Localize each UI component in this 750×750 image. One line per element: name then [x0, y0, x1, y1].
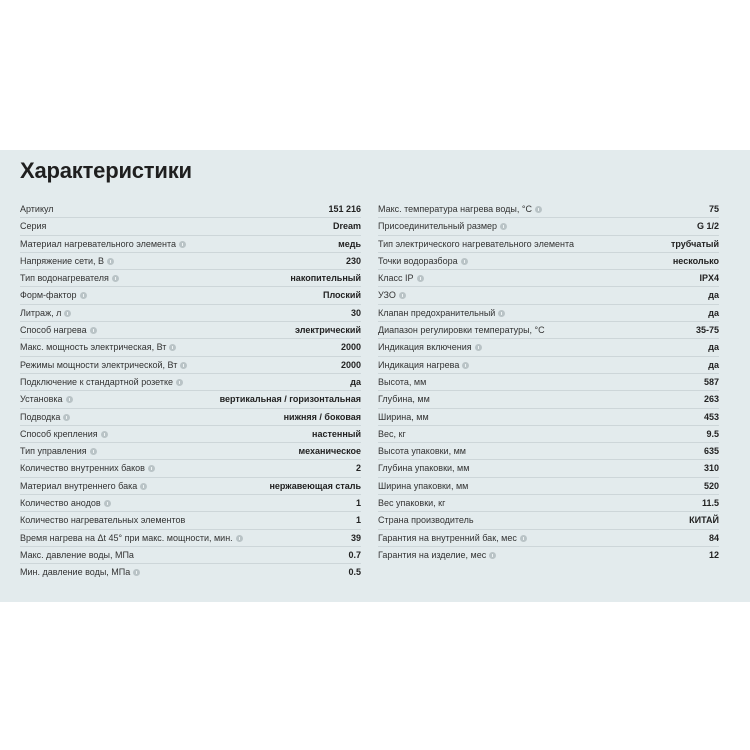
spec-label	[20, 391, 73, 408]
spec-value: КИТАЙ	[689, 515, 719, 526]
spec-label-text: Напряжение сети, В	[20, 255, 105, 266]
spec-label	[20, 374, 183, 391]
spec-label	[20, 305, 71, 322]
spec-label-text: Диапазон регулировки температуры, °С	[378, 325, 545, 336]
spec-label	[378, 287, 406, 304]
spec-value: 1	[355, 498, 361, 509]
spec-row	[20, 460, 361, 477]
spec-row	[378, 530, 719, 547]
spec-label-text: Способ нагрева	[20, 325, 87, 336]
spec-value: 9.5	[706, 428, 719, 439]
spec-row	[378, 270, 719, 287]
spec-row	[20, 495, 361, 512]
spec-value: да	[708, 290, 719, 301]
spec-label	[20, 409, 70, 426]
spec-label	[20, 564, 140, 581]
spec-value: 75	[708, 204, 719, 214]
spec-row	[20, 547, 361, 564]
spec-row	[20, 409, 361, 426]
spec-row	[378, 287, 719, 304]
info-icon[interactable]	[90, 448, 97, 455]
spec-value: 635	[703, 446, 719, 457]
info-icon[interactable]	[462, 362, 469, 369]
spec-label-text: Способ крепления	[20, 428, 98, 439]
spec-row	[378, 478, 719, 495]
spec-label	[378, 374, 426, 391]
spec-value: 35-75	[695, 325, 719, 336]
spec-label	[20, 201, 54, 218]
spec-value: 520	[703, 480, 719, 491]
info-icon[interactable]	[180, 362, 187, 369]
spec-label	[20, 218, 46, 235]
info-icon[interactable]	[520, 535, 527, 542]
spec-value: нижняя / боковая	[283, 411, 361, 422]
info-icon[interactable]	[169, 344, 176, 351]
spec-value: 310	[703, 463, 719, 474]
spec-row	[378, 443, 719, 460]
info-icon[interactable]	[417, 275, 424, 282]
spec-row	[378, 339, 719, 356]
spec-label-text: Литраж, л	[20, 307, 62, 318]
spec-value: 151 216	[328, 204, 361, 214]
spec-row	[378, 495, 719, 512]
spec-value: 0.7	[348, 549, 361, 560]
spec-value: трубчатый	[671, 238, 719, 249]
spec-value: да	[708, 359, 719, 370]
info-icon[interactable]	[90, 327, 97, 334]
spec-value: 2000	[340, 359, 361, 370]
spec-row	[20, 391, 361, 408]
spec-value: 2	[355, 463, 361, 474]
spec-row	[20, 270, 361, 287]
info-icon[interactable]	[112, 275, 119, 282]
spec-row	[20, 530, 361, 547]
spec-label	[20, 478, 147, 495]
spec-row	[20, 478, 361, 495]
spec-label	[378, 270, 424, 287]
spec-row	[378, 426, 719, 443]
info-icon[interactable]	[80, 292, 87, 299]
spec-label	[378, 391, 430, 408]
spec-value: 230	[345, 255, 361, 266]
spec-label-text: Вес, кг	[378, 428, 406, 439]
spec-row	[20, 374, 361, 391]
spec-value: 39	[350, 532, 361, 543]
spec-label-text: Гарантия на изделие, мес	[378, 549, 487, 560]
spec-value: 263	[703, 394, 719, 405]
spec-label-text: Режимы мощности электрической, Вт	[20, 359, 178, 370]
info-icon[interactable]	[475, 344, 482, 351]
specifications-panel	[0, 150, 750, 602]
spec-label	[20, 357, 187, 374]
spec-label	[378, 478, 468, 495]
spec-label-text: Время нагрева на Δt 45° при макс. мощности, мин.	[20, 532, 233, 543]
spec-row	[378, 322, 719, 339]
spec-label	[378, 322, 545, 339]
spec-label-text: Глубина упаковки, мм	[378, 463, 470, 474]
info-icon[interactable]	[133, 569, 140, 576]
spec-label	[378, 253, 468, 270]
spec-row	[20, 287, 361, 304]
spec-row	[20, 339, 361, 356]
spec-label	[20, 270, 119, 287]
spec-label-text: Макс. температура нагрева воды, °С	[378, 204, 532, 214]
spec-row	[20, 443, 361, 460]
info-icon[interactable]	[140, 483, 147, 490]
info-icon[interactable]	[176, 379, 183, 386]
spec-label	[378, 530, 527, 547]
spec-row	[378, 236, 719, 253]
spec-label-text: Артикул	[20, 204, 54, 214]
spec-value: несколько	[672, 255, 719, 266]
spec-label-text: Материал внутреннего бака	[20, 480, 138, 491]
spec-label-text: Страна производитель	[378, 515, 474, 526]
spec-label	[20, 460, 155, 477]
spec-label-text: Индикация включения	[378, 342, 472, 353]
spec-label-text: Вес упаковки, кг	[378, 498, 446, 509]
spec-label-text: Ширина упаковки, мм	[378, 480, 469, 491]
spec-label-text: Форм-фактор	[20, 290, 77, 301]
info-icon[interactable]	[107, 258, 114, 265]
spec-row	[378, 391, 719, 408]
info-icon[interactable]	[498, 310, 505, 317]
spec-row	[20, 322, 361, 339]
spec-label	[20, 253, 114, 270]
spec-label-text: Подключение к стандартной розетке	[20, 376, 173, 387]
spec-label	[378, 512, 474, 529]
info-icon[interactable]	[461, 258, 468, 265]
spec-label	[20, 512, 185, 529]
spec-value: 84	[708, 532, 719, 543]
spec-row	[378, 218, 719, 235]
spec-column-right	[378, 201, 719, 564]
spec-value: электрический	[295, 325, 361, 336]
spec-label-text: Глубина, мм	[378, 394, 430, 405]
spec-value: 0.5	[348, 567, 361, 578]
spec-row	[378, 253, 719, 270]
spec-value: медь	[338, 238, 361, 249]
spec-label-text: Материал нагревательного элемента	[20, 238, 177, 249]
info-icon[interactable]	[63, 414, 70, 421]
spec-label	[20, 530, 243, 547]
spec-label-text: Мин. давление воды, МПа	[20, 567, 131, 578]
info-icon[interactable]	[104, 500, 111, 507]
spec-label	[378, 357, 469, 374]
spec-label	[378, 426, 406, 443]
spec-value: 12	[708, 549, 719, 560]
spec-row	[20, 253, 361, 270]
spec-label	[20, 287, 87, 304]
info-icon[interactable]	[148, 465, 155, 472]
info-icon[interactable]	[64, 310, 71, 317]
info-icon[interactable]	[66, 396, 73, 403]
spec-label-text: Гарантия на внутренний бак, мес	[378, 532, 517, 543]
spec-label-text: Высота упаковки, мм	[378, 446, 466, 457]
spec-label-text: Тип управления	[20, 446, 87, 457]
spec-row	[378, 357, 719, 374]
spec-value: 453	[703, 411, 719, 422]
spec-value: Dream	[332, 221, 361, 232]
spec-label-text: Количество внутренних баков	[20, 463, 145, 474]
spec-row	[378, 201, 719, 218]
spec-value: 1	[355, 515, 361, 526]
spec-value: механическое	[298, 446, 361, 457]
spec-value: 11.5	[701, 498, 719, 509]
spec-row	[20, 426, 361, 443]
spec-value: 2000	[340, 342, 361, 353]
spec-label	[378, 495, 445, 512]
spec-label	[378, 218, 507, 235]
page-title: Характеристики	[20, 158, 192, 183]
spec-row	[20, 357, 361, 374]
spec-label	[378, 547, 496, 564]
spec-label	[378, 236, 574, 253]
spec-label-text: Количество анодов	[20, 498, 101, 509]
spec-column-left	[20, 201, 361, 582]
info-icon[interactable]	[489, 552, 496, 559]
spec-value: да	[708, 307, 719, 318]
spec-label	[20, 339, 176, 356]
spec-value: настенный	[312, 428, 361, 439]
spec-value: G 1/2	[696, 221, 719, 232]
spec-label	[20, 495, 111, 512]
spec-row	[20, 236, 361, 253]
spec-label-text: Ширина, мм	[378, 411, 429, 422]
info-icon[interactable]	[535, 206, 542, 213]
spec-label-text: Серия	[20, 221, 47, 232]
spec-row	[378, 460, 719, 477]
spec-row	[20, 201, 361, 218]
spec-row	[378, 305, 719, 322]
spec-label-text: Тип электрического нагревательного элемента	[378, 238, 575, 249]
spec-label	[378, 201, 542, 218]
spec-label	[378, 460, 469, 477]
spec-label	[20, 443, 97, 460]
spec-row	[20, 512, 361, 529]
spec-label-text: Подводка	[20, 411, 61, 422]
info-icon[interactable]	[236, 535, 243, 542]
spec-label	[20, 236, 186, 253]
spec-value: Плоский	[322, 290, 361, 301]
spec-label-text: Точки водоразбора	[378, 255, 458, 266]
spec-value: IPX4	[699, 273, 719, 284]
spec-row	[20, 564, 361, 581]
spec-label	[378, 339, 482, 356]
spec-value: 30	[350, 307, 361, 318]
spec-label-text: Количество нагревательных элементов	[20, 515, 186, 526]
spec-label-text: Установка	[20, 394, 63, 405]
spec-value: да	[708, 342, 719, 353]
spec-value: да	[350, 376, 361, 387]
spec-row	[378, 512, 719, 529]
spec-label-text: Индикация нагрева	[378, 359, 460, 370]
spec-label	[378, 443, 466, 460]
info-icon[interactable]	[101, 431, 108, 438]
spec-label	[20, 426, 108, 443]
spec-row	[378, 409, 719, 426]
spec-label-text: Макс. мощность электрическая, Вт	[20, 342, 167, 353]
spec-label	[378, 305, 505, 322]
spec-value: нержавеющая сталь	[269, 480, 361, 491]
info-icon[interactable]	[500, 223, 507, 230]
spec-row	[378, 374, 719, 391]
spec-label	[20, 322, 97, 339]
spec-label-text: Присоединительный размер	[378, 221, 498, 232]
info-icon[interactable]	[179, 241, 186, 248]
spec-row	[20, 305, 361, 322]
spec-label-text: Высота, мм	[378, 376, 427, 387]
spec-row	[20, 218, 361, 235]
spec-label-text: Макс. давление воды, МПа	[20, 549, 134, 560]
spec-value: 587	[703, 376, 719, 387]
spec-label-text: Класс IP	[378, 273, 414, 284]
spec-label-text: Клапан предохранительный	[378, 307, 496, 318]
info-icon[interactable]	[399, 292, 406, 299]
spec-label-text: Тип водонагревателя	[20, 273, 109, 284]
spec-row	[378, 547, 719, 564]
spec-label	[378, 409, 429, 426]
spec-value: накопительный	[290, 273, 361, 284]
spec-label	[20, 547, 134, 564]
spec-value: вертикальная / горизонтальная	[219, 394, 361, 405]
spec-label-text: УЗО	[378, 290, 396, 301]
